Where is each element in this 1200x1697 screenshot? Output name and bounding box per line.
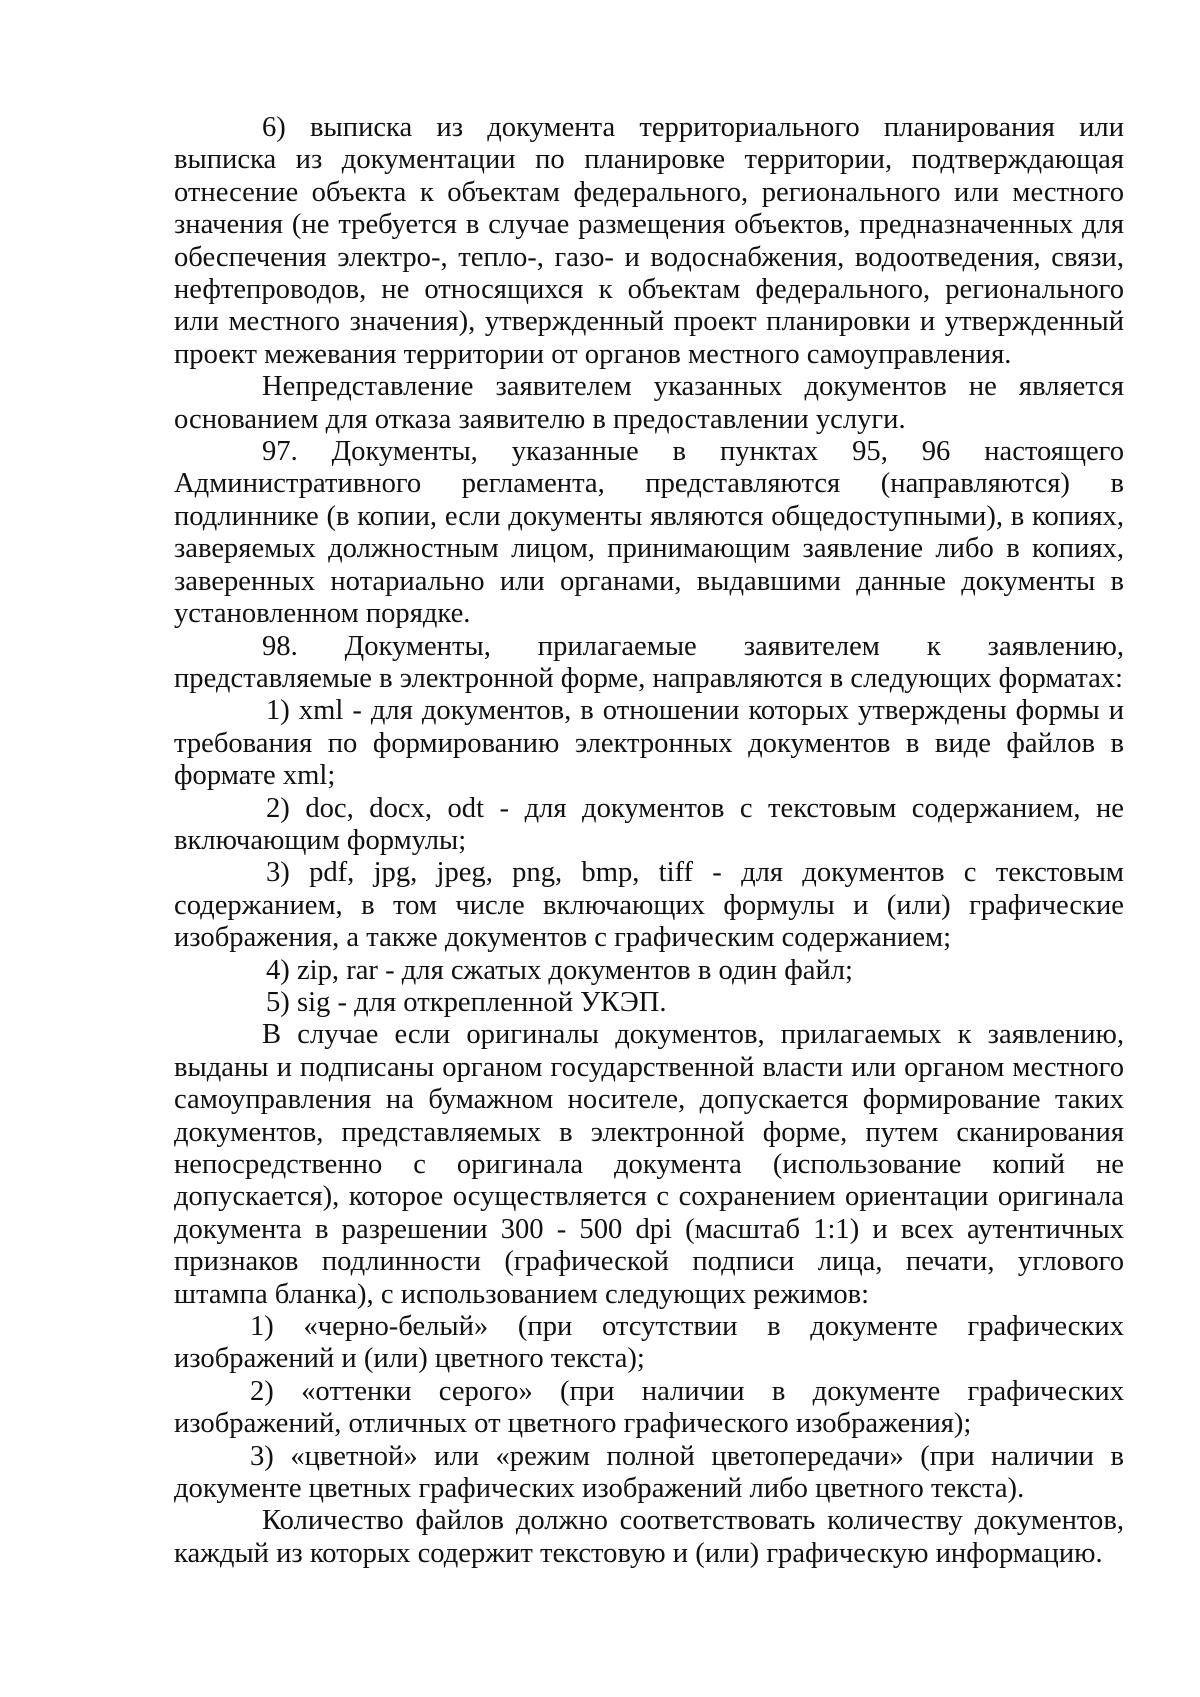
document-page xyxy=(174,112,1124,1570)
paragraph-scanning: В случае если оригиналы документов, прилагаемых к заявлению, выданы и подписаны органом государственной власти или органом местного самоуправления на бумажном носителе, допускается формирование таких документов, представляемых в электронной форме, путем сканирования непосредственно с оригинала документа (использование копий не допускается), которое осуществляется с сохранением ориентации оригинала документа в разрешении 300 - 500 dpi (масштаб 1:1) и всех аутентичных признаков подлинности (графической подписи лица, печати, углового штампа бланка), с использованием следующих режимов: xyxy=(174,1019,1124,1310)
mode-item-grayscale: 2) «оттенки серого» (при наличии в документе графических изображений, отличных от цветного графического изображения); xyxy=(174,1375,1124,1440)
format-item-doc: 2) doc, docx, odt - для документов с текстовым содержанием, не включающим формулы; xyxy=(174,792,1124,856)
paragraph-97: 97. Документы, указанные в пунктах 95, 96 настоящего Административного регламента, представляются (направляются) в подлиннике (в копии, если документы являются общедоступными), в копиях, заверяемых должностным лицом, принимающим заявление либо в копиях, заверенных нотариально или органами, выдавшими данные документы в установленном порядке. xyxy=(174,436,1124,630)
paragraph-non-submission: Непредставление заявителем указанных документов не является основанием для отказа заявителю в предоставлении услуги. xyxy=(174,371,1124,435)
format-item-pdf: 3) pdf, jpg, jpeg, png, bmp, tiff - для документов с текстовым содержанием, в том числе включающих формулы и (или) графические изображения, а также документов с графическим содержанием; xyxy=(174,857,1124,954)
format-item-zip: 4) zip, rar - для сжатых документов в один файл; xyxy=(266,954,853,986)
format-item-xml: 1) xml - для документов, в отношении которых утверждены формы и требования по формированию электронных документов в виде файлов в формате xml; xyxy=(174,695,1124,792)
paragraph-98: 98. Документы, прилагаемые заявителем к заявлению, представляемые в электронной форме, направляются в следующих форматах: xyxy=(174,630,1124,694)
mode-item-color: 3) «цветной» или «режим полной цветопередачи» (при наличии в документе цветных графических изображений либо цветного текста). xyxy=(174,1440,1124,1505)
format-item-sig: 5) sig - для открепленной УКЭП. xyxy=(266,986,667,1018)
mode-item-black-white: 1) «черно-белый» (при отсутствии в документе графических изображений и (или) цветного текста); xyxy=(174,1311,1124,1375)
paragraph-extract-item-6: 6) выписка из документа территориального планирования или выписка из документации по планировке территории, подтверждающая отнесение объекта к объектам федерального, регионального или местного значения (не требуется в случае размещения объектов, предназначенных для обеспечения электро-, тепло-, газо- и водоснабжения, водоотведения, связи, нефтепроводов, не относящихся к объектам федерального, регионального или местного значения), утвержденный проект планировки и утвержденный проект межевания территории от органов местного самоуправления. xyxy=(174,112,1124,370)
paragraph-file-count: Количество файлов должно соответствовать количеству документов, каждый из которых содержит текстовую и (или) графическую информацию. xyxy=(174,1505,1124,1569)
